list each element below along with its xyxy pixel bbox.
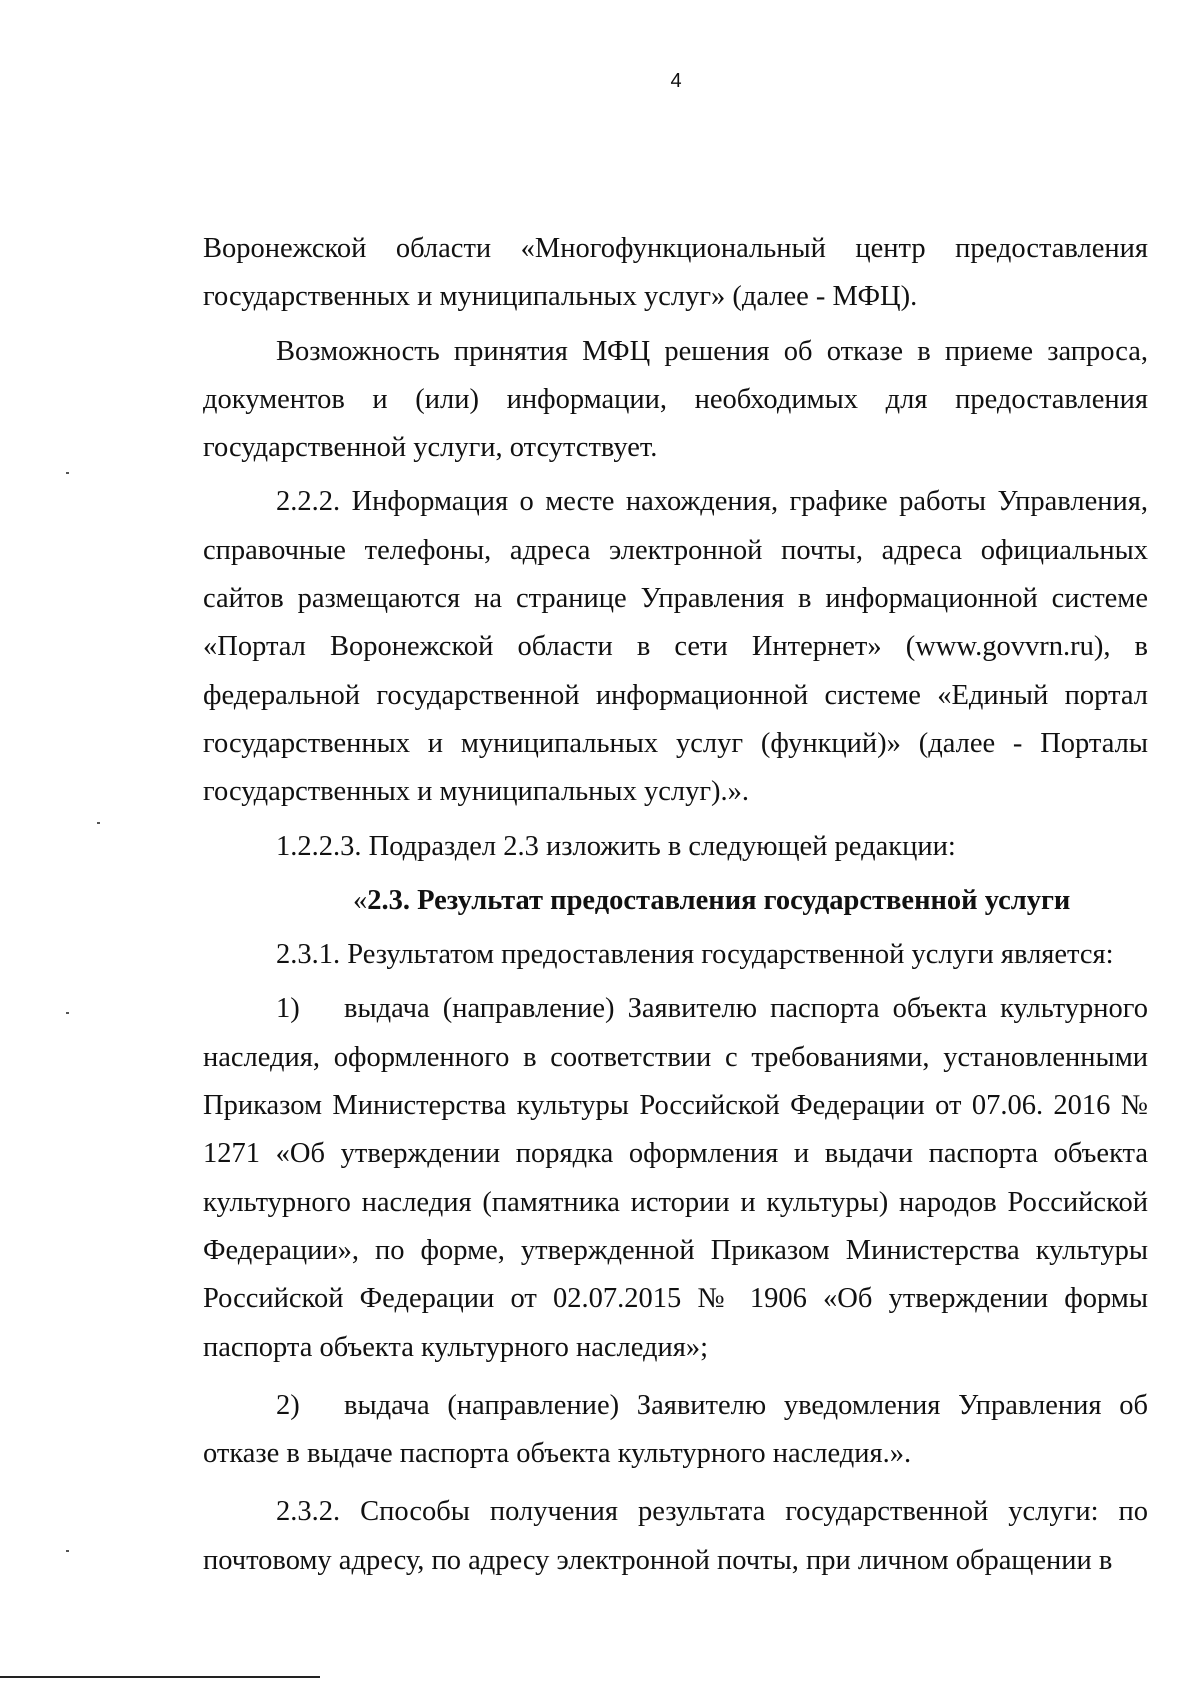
paragraph-1-2-2-3: 1.2.2.3. Подраздел 2.3 изложить в следующей редакции: <box>276 830 956 862</box>
document-body <box>203 225 1148 1585</box>
list-item-text: выдача (направление) Заявителю уведомления Управления об отказе в выдаче паспорта объекта культурного наследия.». <box>203 1389 1148 1470</box>
scan-artifact <box>66 472 69 474</box>
paragraph-2-2-2: 2.2.2. Информация о месте нахождения, графике работы Управления, справочные телефоны, адреса электронной почты, адреса официальных сайтов размещаются на странице Управления в информационной системе «Портал Воронежской области в сети Интернет» (www.govvrn.ru), в федеральной государственной информационной системе «Единый портал государственных и муниципальных услуг (функций)» (далее - Порталы государственных и муниципальных услуг).». <box>203 486 1148 808</box>
paragraph-refusal-possibility: Возможность принятия МФЦ решения об отказе в приеме запроса, документов и (или) информации, необходимых для предоставления государственной услуги, отсутствует. <box>203 335 1148 464</box>
list-item-1 <box>203 985 1148 1371</box>
paragraph-mfc-definition: Воронежской области «Многофункциональный центр предоставления государственных и муниципальных услуг» (далее - МФЦ). <box>203 233 1148 313</box>
scan-artifact <box>97 822 100 824</box>
heading-quote: « <box>353 884 368 916</box>
footer-rule <box>0 1676 320 1678</box>
paragraph-2-3-2: 2.3.2. Способы получения результата государственной услуги: по почтовому адресу, по адресу электронной почты, при личном обращении в <box>203 1496 1148 1576</box>
heading-text: 2.3. Результат предоставления государственной услуги <box>367 884 1071 916</box>
list-item-text: выдача (направление) Заявителю паспорта объекта культурного наследия, оформленного в соответствии с требованиями, установленными Приказом Министерства культуры Российской Федерации от 07.06. 2016 № 1271 «Об утверждении порядка оформления и выдачи паспорта объекта культурного наследия (памятника истории и культуры) народов Российской Федерации», по форме, утвержденной Приказом Министерства культуры Российской Федерации от 02.07.2015 № 1906 «Об утверждении формы паспорта объекта культурного наследия»; <box>203 993 1148 1363</box>
list-item-number: 2) <box>276 1389 300 1421</box>
list-item-number: 1) <box>276 993 300 1025</box>
scan-artifact <box>66 1012 69 1014</box>
paragraph-2-3-1: 2.3.1. Результатом предоставления государственной услуги является: <box>276 939 1114 971</box>
list-item-2 <box>203 1382 1148 1479</box>
section-heading-2-3 <box>203 877 1148 925</box>
page-number: 4 <box>670 70 682 92</box>
scan-artifact <box>66 1550 69 1552</box>
